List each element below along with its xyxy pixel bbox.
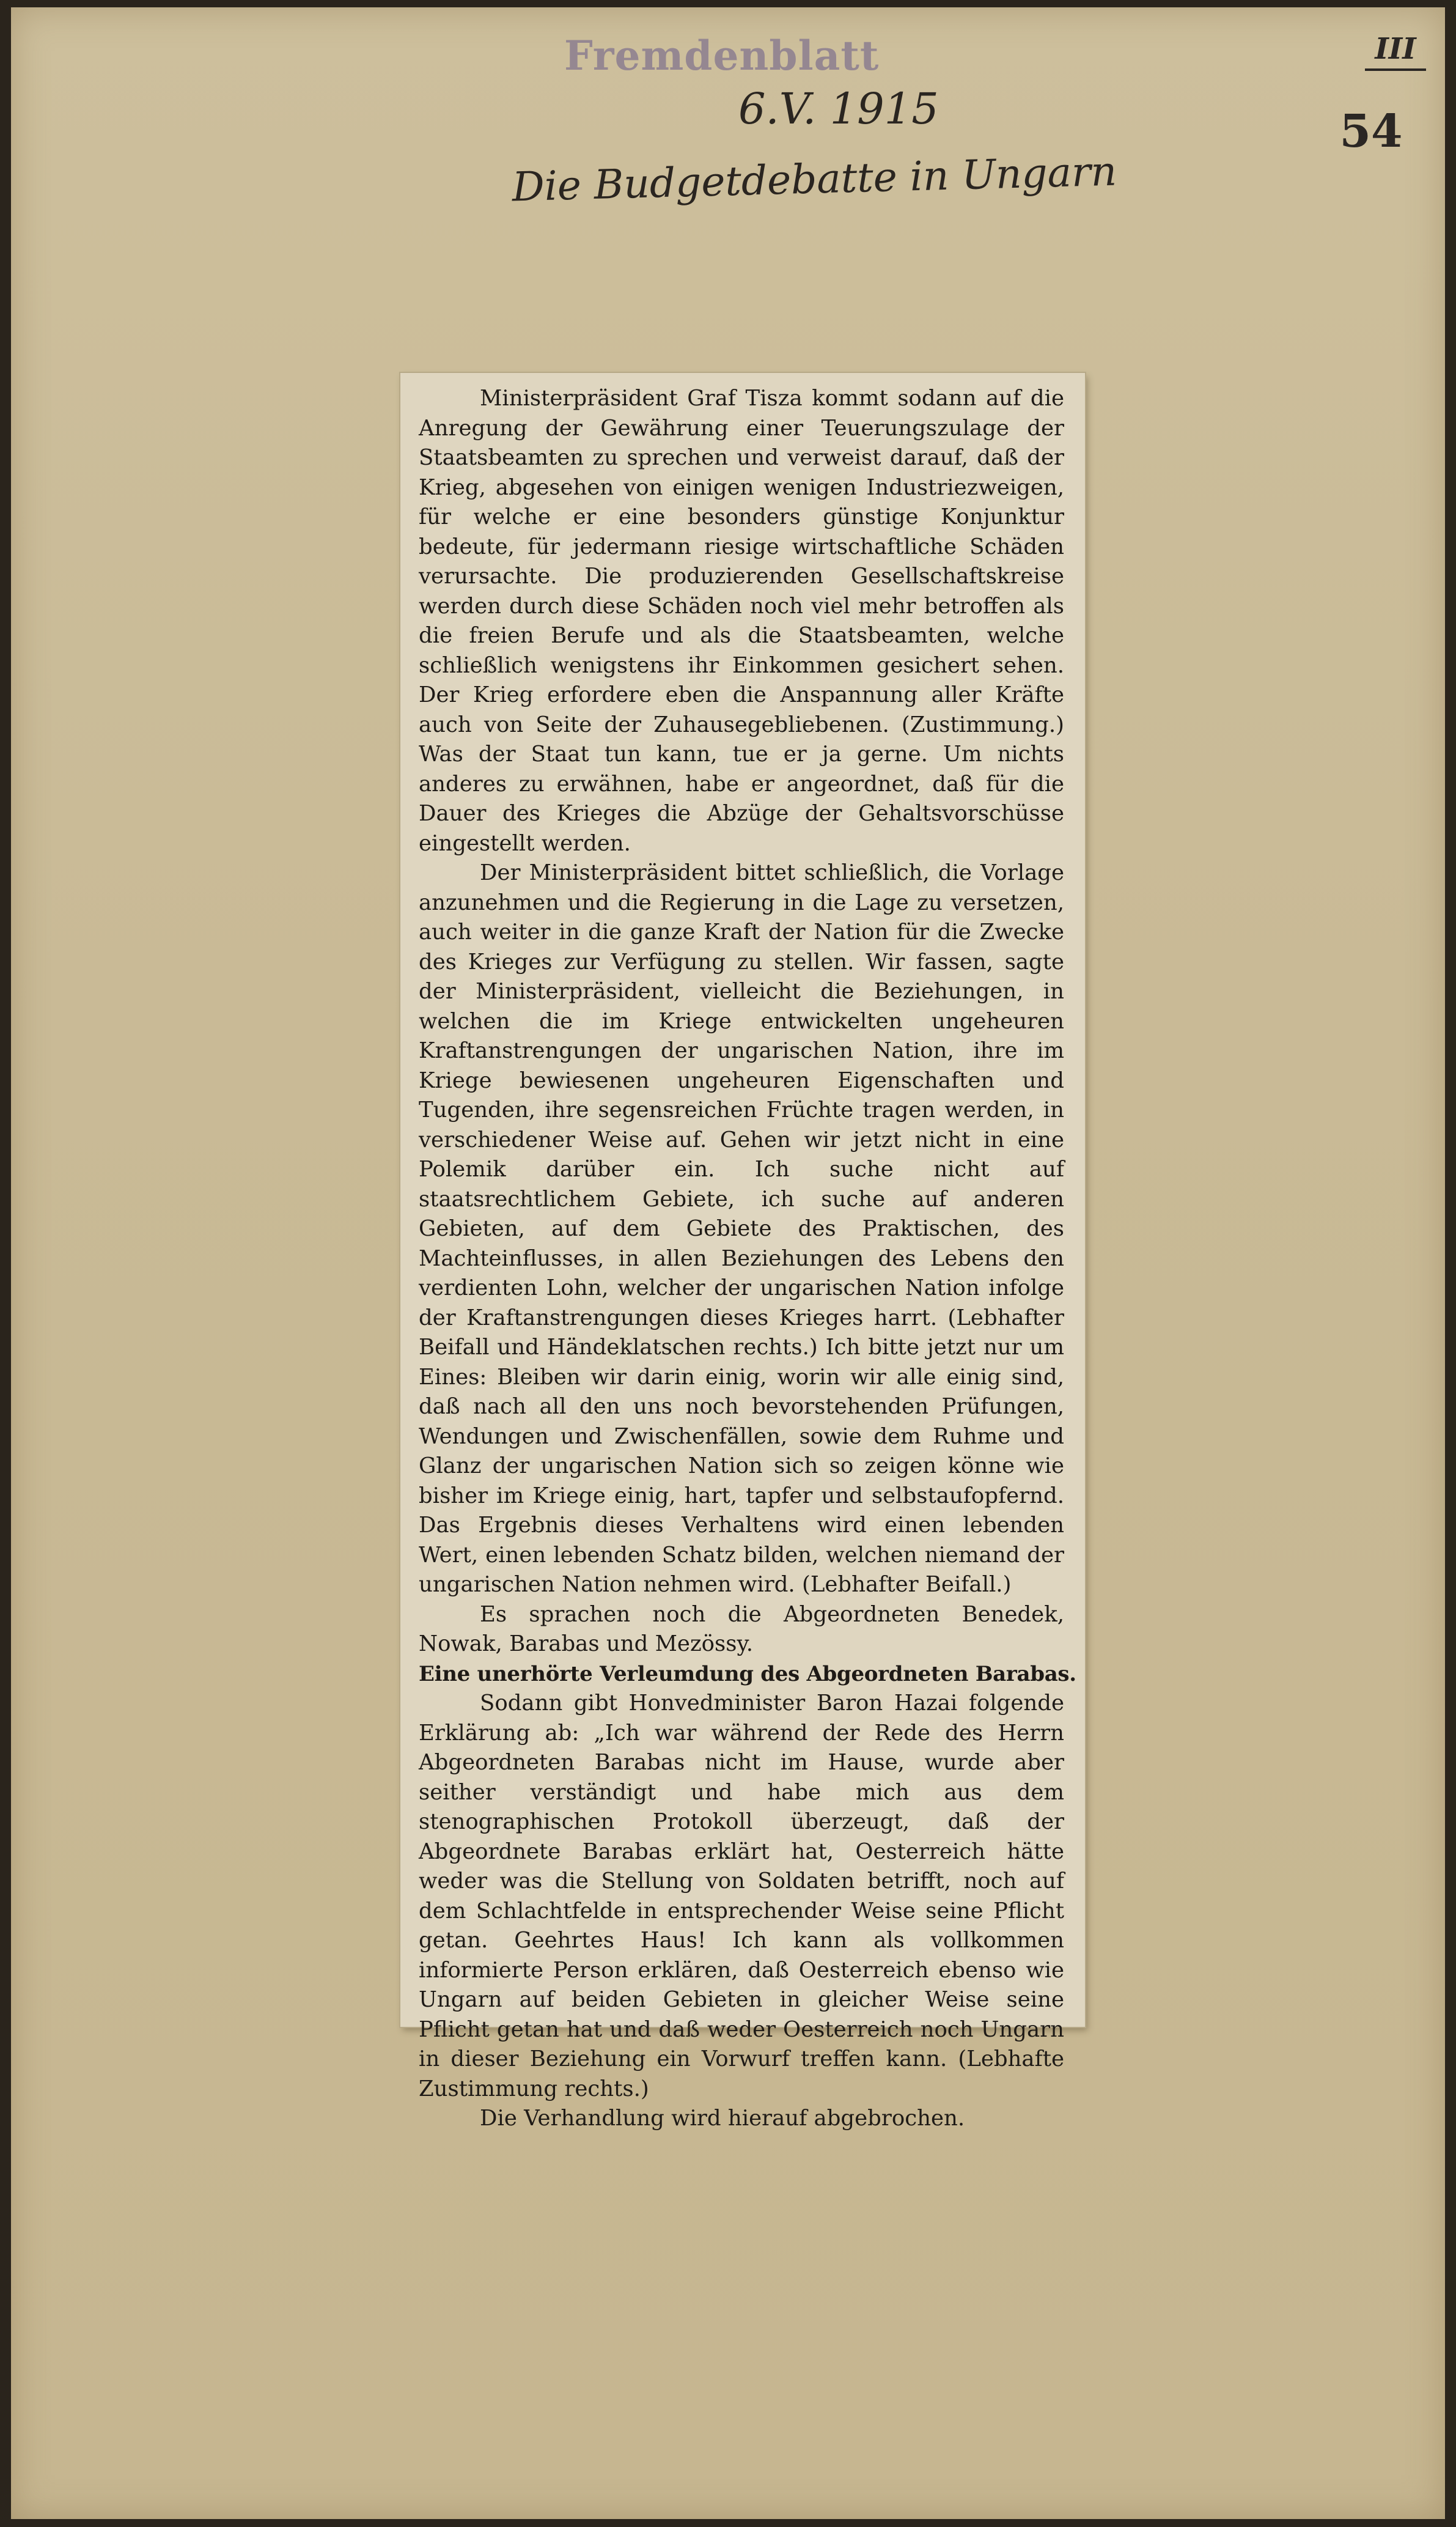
handwritten-title: Die Budgetdebatte in Ungarn	[511, 147, 1117, 211]
article-paragraph-3: Es sprachen noch die Abgeordneten Benedek, Nowak, Barabas und Mezössy.	[419, 1601, 1064, 1656]
handwritten-date: 6.V. 1915	[738, 84, 939, 134]
article-subheading: Eine unerhörte Verleumdung des Abgeordneten Barabas.	[419, 1661, 1076, 1686]
article-paragraph-1: Ministerpräsident Graf Tisza kommt sodann auf die Anregung der Gewährung einer Teuerungszulage der Staatsbeamten zu sprechen und verweist darauf, daß der Krieg, abgesehen von einigen wenigen Industriezweigen, für welche er eine besonders günstige Konjunktur bedeute, für jedermann riesige wirtschaftliche Schäden verursachte. Die produzierenden Gesellschaftskreise werden durch diese Schäden noch viel mehr betroffen als die freien Berufe und als die Staatsbeamten, welche schließlich wenigstens ihr Einkommen gesichert sehen. Der Krieg erfordere eben die Anspannung aller Kräfte auch von Seite der Zuhausegebliebenen. (Zustimmung.) Was der Staat tun kann, tue er ja gerne. Um nichts anderes zu erwähnen, habe er angeordnet, daß für die Dauer des Krieges die Abzüge der Gehaltsvorschüsse eingestellt werden.	[419, 386, 1064, 856]
newspaper-clipping	[400, 373, 1085, 2131]
newspaper-stamp: Fremdenblatt	[564, 32, 880, 79]
article-paragraph-5: Die Verhandlung wird hierauf abgebrochen.	[480, 2106, 965, 2131]
archive-roman-numeral: III	[1365, 32, 1426, 71]
archive-number: 54	[1339, 105, 1403, 158]
article-paragraph-4: Sodann gibt Honvedminister Baron Hazai folgende Erklärung ab: „Ich war während der Rede des Herrn Abgeordneten Barabas nicht im Hause, wurde aber seither verständigt und habe mich aus dem stenographischen Protokoll überzeugt, daß der Abgeordnete Barabas erklärt hat, Oesterreich hätte weder was die Stellung von Soldaten betrifft, noch auf dem Schlachtfelde in entsprechender Weise seine Pflicht getan. Geehrtes Haus! Ich kann als vollkommen informierte Person erklären, daß Oesterreich ebenso wie Ungarn auf beiden Gebieten in gleicher Weise seine Pflicht getan hat und daß weder Oesterreich noch Ungarn in dieser Beziehung ein Vorwurf treffen kann. (Lebhafte Zustimmung rechts.)	[419, 1691, 1064, 2101]
article-paragraph-2: Der Ministerpräsident bittet schließlich, die Vorlage anzunehmen und die Regierung in die Lage zu versetzen, auch weiter in die ganze Kraft der Nation für die Zwecke des Krieges zur Verfügung zu stellen. Wir fassen, sagte der Ministerpräsident, vielleicht die Beziehungen, in welchen die im Kriege entwickelten ungeheuren Kraftanstrengungen der ungarischen Nation, ihre im Kriege bewiesenen ungeheuren Eigenschaften und Tugenden, ihre segensreichen Früchte tragen werden, in verschiedener Weise auf. Gehen wir jetzt nicht in eine Polemik darüber ein. Ich suche nicht auf staatsrechtlichem Gebiete, ich suche auf anderen Gebieten, auf dem Gebiete des Praktischen, des Machteinflusses, in allen Beziehungen des Lebens den verdienten Lohn, welcher der ungarischen Nation infolge der Kraftanstrengungen dieses Krieges harrt. (Lebhafter Beifall und Händeklatschen rechts.) Ich bitte jetzt nur um Eines: Bleiben wir darin einig, worin wir alle einig sind, daß nach all den uns noch bevorstehenden Prüfungen, Wendungen und Zwischenfällen, sowie dem Ruhme und Glanz der ungarischen Nation sich so zeigen könne wie bisher im Kriege einig, hart, tapfer und selbstaufopfernd. Das Ergebnis dieses Verhaltens wird einen lebenden Wert, einen lebenden Schatz bilden, welchen niemand der ungarischen Nation nehmen wird. (Lebhafter Beifall.)	[419, 860, 1064, 1597]
